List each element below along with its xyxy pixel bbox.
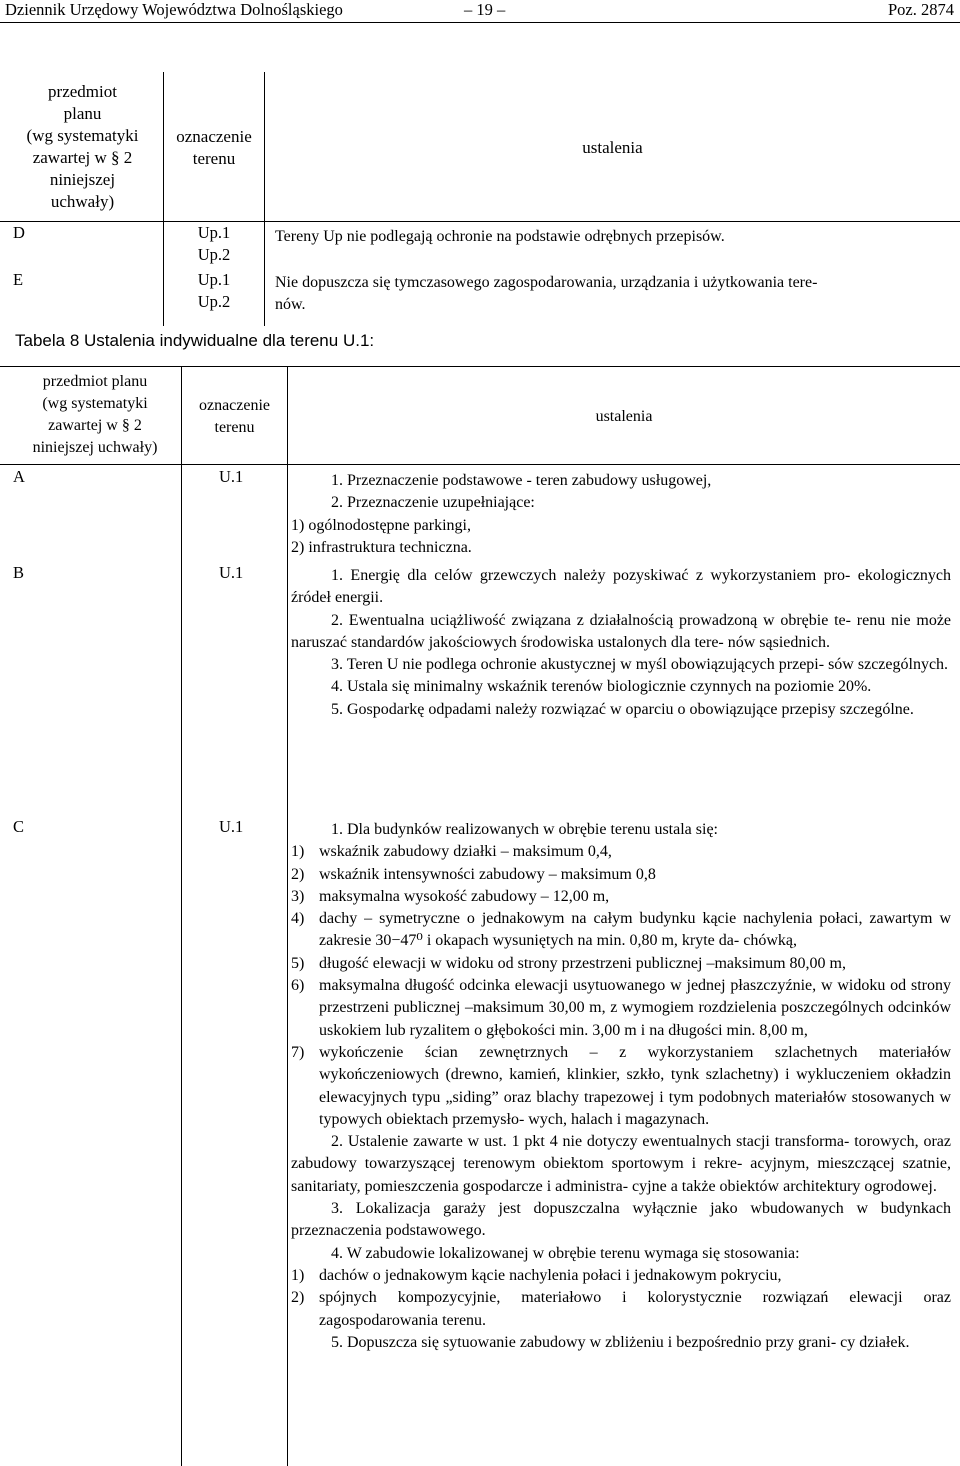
table1-header-subject [20,81,145,213]
row-letter-a: A [13,467,25,486]
paragraph: 4. W zabudowie lokalizowanej w obrębie terenu wymaga się stosowania: [331,1244,800,1262]
text-line: wskaźnik zabudowy działki – maksimum 0,4, [319,843,612,861]
text-line: wykończenie ścian zewnętrznych – z wykorzystaniem szlachetnych materiałów [319,1043,951,1061]
list-number: 3) [291,887,305,905]
table1-header-settings: ustalenia [582,138,643,157]
list-number: 6) [291,977,305,995]
header-line: oznaczenie [176,127,252,146]
table2-top-rule [0,366,960,367]
row-d-text: Tereny Up nie podlegają ochronie na podstawie odrębnych przepisów. [275,228,725,245]
text-line: ekologicznych źródeł energii. [291,567,952,607]
area-code: Up.1 [197,223,231,242]
table2-header-rule [0,464,960,465]
header-line: terenu [192,149,236,168]
row-c-text [291,819,951,1354]
text-line: 3,00 m i na długości min. 8,00 m, [592,1021,808,1039]
text-line: 5. Dopuszcza się sytuowanie zabudowy w zbliżeniu i bezpośrednio przy grani- [331,1333,837,1351]
text-line: wskaźnik intensywności zabudowy – maksimum 0,8 [319,865,656,883]
table2-header-subject [10,371,180,459]
paragraph [291,699,951,721]
page-number: – 19 – [464,0,506,19]
row-e-codes [164,269,264,313]
paragraph [291,654,951,676]
list-text [319,1042,951,1131]
list-number: 1) [291,1266,305,1284]
list-text [319,908,951,953]
row-e-text [275,272,951,316]
journal-title: Dziennik Urzędowy Województwa Dolnośląskiego [5,0,343,19]
header-line: terenu [214,419,255,436]
list-item [291,1287,951,1332]
row-letter-e: E [13,270,24,289]
header-line: przedmiot [48,82,117,101]
text-line: i wykluczeniem okładzin elewacyjnych typu „siding” oraz blachy trapezowej [319,1066,951,1106]
text-line: 2. Ewentualna uciążliwość związana z działalnością prowadzoną w obrębie te- [331,611,851,629]
text-line: zawartym w zakresie 30−47⁰ i okapach wysuniętych na min. 0,80 m, kryte da- [319,910,951,950]
list-item [291,975,951,1042]
text-line: cyjne a także obiektów architektury ogrodowej. [632,1177,937,1195]
position-number: Poz. 2874 [888,0,954,19]
row-b-code: U.1 [219,563,244,582]
text-line: 1. Energię dla celów grzewczych należy pozyskiwać z wykorzystaniem pro- [331,567,851,584]
header-line: niniejszej [49,170,116,189]
list-item [291,908,951,953]
page-header [0,0,960,23]
text-line: w budynkach przeznaczenia podstawowego. [291,1200,952,1240]
text-line: 2. Przeznaczenie uzupełniające: [331,494,535,512]
text-line: spójnych kompozycyjnie, materiałowo i kolorystycznie rozwiązań elewacji oraz [319,1289,951,1307]
list-item [291,1042,951,1131]
intro-line: 1. Dla budynków realizowanych w obrębie terenu ustala się: [331,821,718,838]
area-code: Up.2 [197,292,231,311]
text-line: renu nie może naruszać standardów jakościowych środowiska ustalonych dla tere- [291,611,952,651]
text-line: nów sąsiednich. [727,633,830,651]
text-line: 4. Ustala się minimalny wskaźnik terenów biologicznie czynnych na poziomie [331,678,834,696]
text-line: szczególne. [839,700,914,718]
header-line: (wg systematyki [42,395,148,412]
text-line: 1) ogólnodostępne parkingi, [291,516,471,534]
text-line: w widoku od strony przestrzeni publicznej –maksimum 30,00 m, z wymogiem [319,977,952,1017]
row-letter-c: C [13,817,25,836]
text-line: wykończeniowych (drewno, kamień, klinkier, szkło, tynk szlachetny) [319,1066,779,1084]
table2-header-settings: ustalenia [595,408,653,425]
text-line: 2. Ustalenie zawarte w ust. 1 pkt 4 nie dotyczy ewentualnych stacji transforma- [331,1133,850,1151]
text-line: dachy – symetryczne o jednakowym na całym budynku kącie nachylenia połaci, [319,910,863,928]
paragraph [291,1332,951,1354]
list-item [291,1265,951,1287]
text-line: 3. Lokalizacja garaży jest dopuszczalna wyłącznie jako wbudowanych [331,1200,844,1218]
table1-divider-2 [264,72,265,326]
header-line: zawartej w § 2 [32,148,133,167]
text-line: 3. Teren U nie podlega ochronie akustycznej w myśl obowiązujących przepi- [331,656,825,674]
text-line: cy działek. [840,1333,910,1351]
list-number: 2) [291,865,305,883]
header-line: uchwały) [50,192,115,211]
table8-title: Tabela 8 Ustalenia indywidualne dla terenu U.1: [15,331,375,350]
text-line: torowych, oraz zabudowy towarzyszącej terenowym obiektom sportowym i rekre- [291,1133,952,1173]
text-line: chówką, [743,932,797,950]
area-code: Up.1 [197,270,231,289]
paragraph [291,676,951,698]
list-number: 2) [291,1289,305,1307]
text-line: 5. Gospodarkę odpadami należy rozwiązać w oparciu o obowiązujące przepisy [331,700,836,718]
list-number: 5) [291,954,305,972]
header-line: niniejszej uchwały) [32,439,158,456]
text-line: 2) infrastruktura techniczna. [291,538,472,556]
list-item [291,841,951,863]
paragraph [291,1198,951,1243]
text-line: 1. Przeznaczenie podstawowe - teren zabudowy usługowej, [331,472,712,489]
paragraph [291,1131,951,1198]
header-line: planu [63,104,102,123]
list-item [291,864,951,886]
text-line: długość elewacji w widoku od strony przestrzeni publicznej –maksimum 80,00 m, [319,954,846,972]
text-line: i tym podobnych materiałów stosowanych w typowych obiektach przemysło- [319,1088,952,1128]
list-number: 1) [291,843,305,861]
table1-header-designation [164,126,264,170]
text-line: maksymalna wysokość zabudowy – 12,00 m, [319,887,610,905]
row-d-codes [164,222,264,266]
paragraph [291,565,951,610]
list-number: 4) [291,910,305,928]
header-line: (wg systematyki [26,126,139,145]
list-item [291,953,951,975]
text-line: 20%. [837,678,872,696]
text-line: zagospodarowania terenu. [319,1311,487,1329]
row-b-text [291,565,951,721]
list-item [291,886,951,908]
row-letter-d: D [13,223,25,242]
table2-header-designation [182,395,287,439]
area-code: Up.2 [197,245,231,264]
text-line: dachów o jednakowym kącie nachylenia połaci i jednakowym pokryciu, [319,1266,782,1284]
text-line: sów szczególnych. [828,656,949,674]
text-line: acyjnym, mieszczącej szatnie, sanitariaty, pomieszczenia gospodarcze i administra- [291,1155,952,1195]
list-number: 7) [291,1043,305,1061]
text-line: wych, halach i magazynach. [528,1110,710,1128]
header-line: przedmiot planu [42,373,148,390]
text-line: rozdzielenia poszczególnych odcinków uskokiem lub ryzalitem o głębokości min. [319,999,952,1039]
header-line: zawartej w § 2 [48,417,142,434]
table2-divider-2 [287,366,288,1466]
list-text [319,1287,951,1332]
table2-divider-1 [181,366,182,1466]
text-line: maksymalna długość odcinka elewacji usytuowanego w jednej płaszczyźnie, [319,977,817,995]
text-line: Nie dopuszcza się tymczasowego zagospodarowania, urządzania i użytkowania tere- [275,274,818,291]
row-a-code: U.1 [219,467,244,486]
table1-header-rule [0,221,960,222]
row-c-code: U.1 [219,817,244,836]
paragraph [291,610,951,655]
row-a-text [291,470,711,559]
list-text [319,975,951,1042]
row-letter-b: B [13,563,25,582]
text-line: nów. [275,296,306,313]
header-line: oznaczenie [198,397,271,414]
